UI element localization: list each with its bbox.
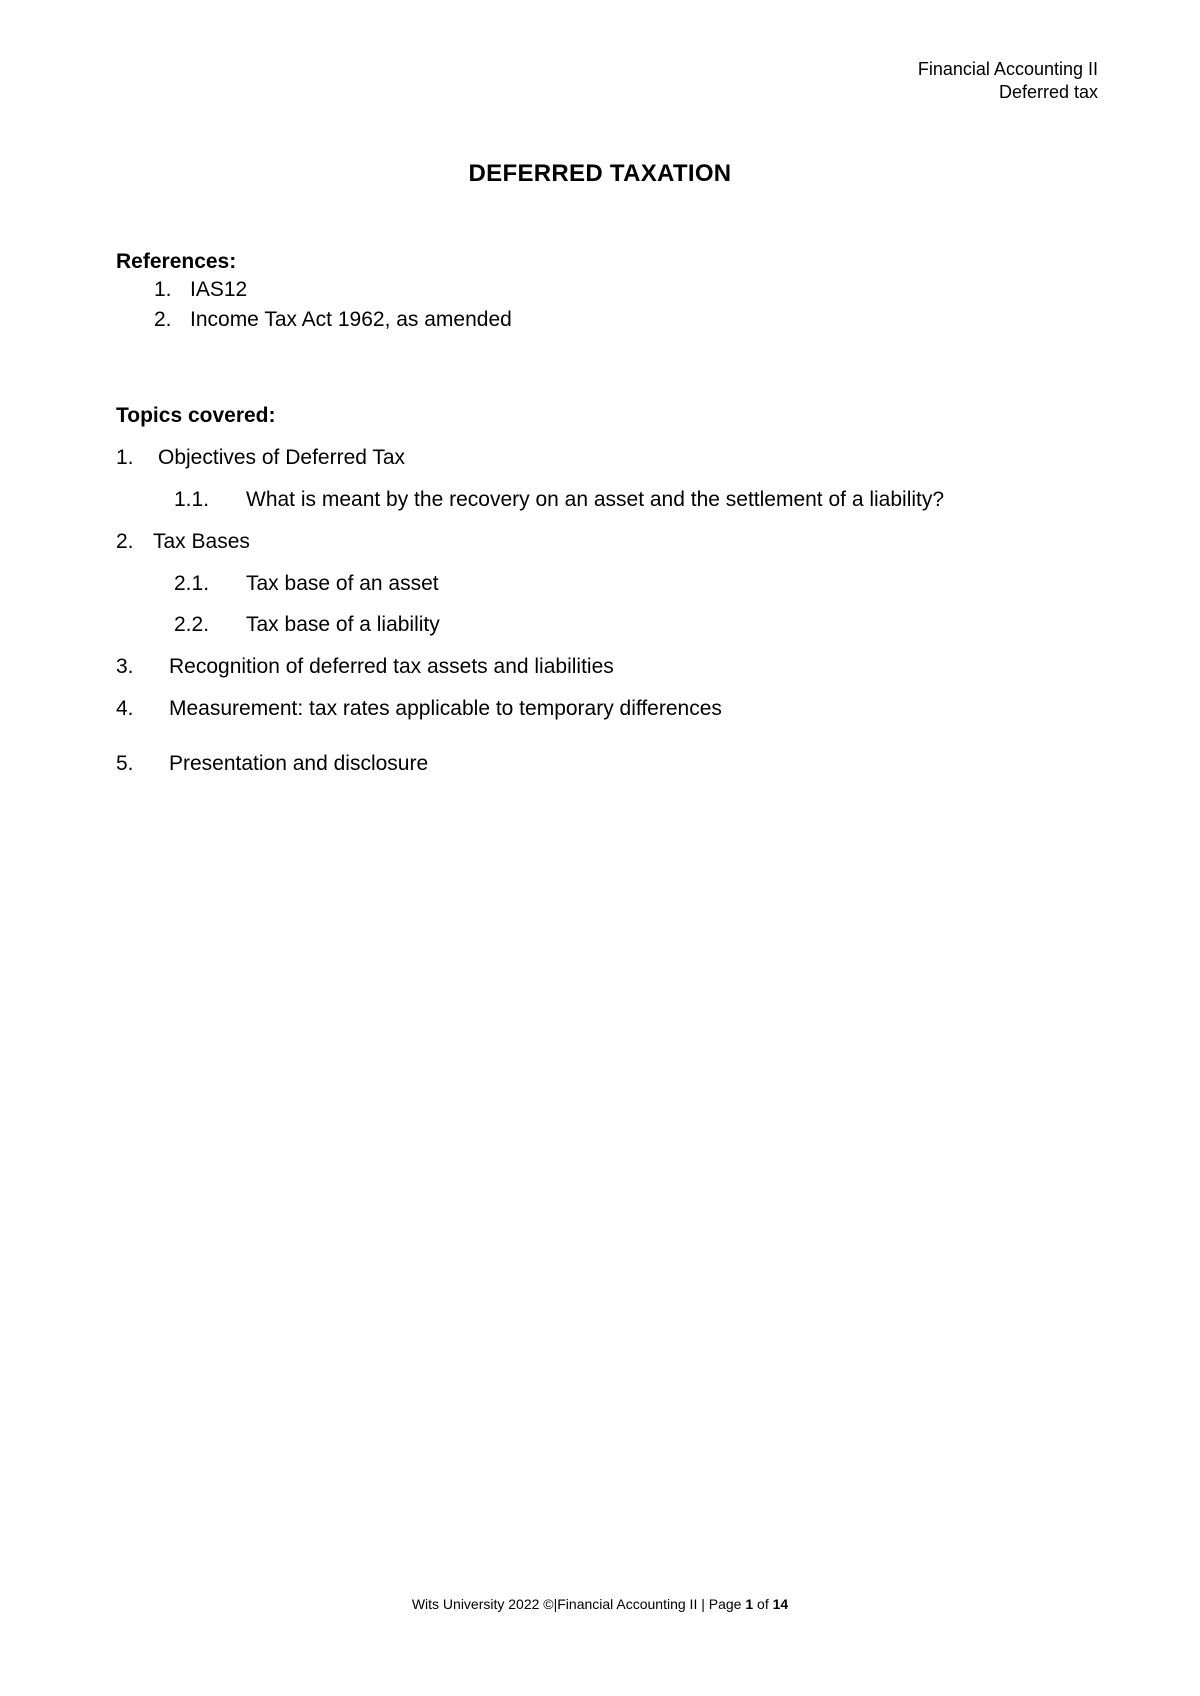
header-topic: Deferred tax (998, 82, 1098, 102)
topic-item-num: 3. (116, 655, 134, 678)
topic-item-text: Tax Bases (153, 530, 250, 553)
footer-prefix: Wits University 2022 ©|Financial Accounting II | Page (411, 1596, 746, 1612)
topic-subitem-num: 2.1. (174, 572, 210, 595)
topics-heading: Topics covered: (116, 404, 276, 427)
reference-item-1-text: IAS12 (190, 278, 248, 301)
footer-of: of (753, 1596, 773, 1612)
topic-item-text: Objectives of Deferred Tax (158, 446, 406, 469)
topic-subitem-num: 1.1. (174, 488, 210, 511)
header-course: Financial Accounting II (917, 59, 1098, 79)
topic-item-num: 4. (116, 697, 134, 720)
footer-page-number: 1 (745, 1596, 754, 1612)
topic-subitem-text: Tax base of an asset (246, 572, 439, 595)
topic-item-num: 5. (116, 752, 134, 775)
topic-item-text: Presentation and disclosure (169, 752, 429, 775)
topic-subitem-text: What is meant by the recovery on an asset and the settlement of a liability? (246, 488, 945, 511)
topic-subitem-text: Tax base of a liability (246, 613, 440, 636)
reference-item-2-num: 2. (154, 308, 172, 331)
page-footer (0, 1596, 1200, 1612)
footer-page-total: 14 (772, 1596, 789, 1612)
topic-subitem-num: 2.2. (174, 613, 210, 636)
topic-item-num: 1. (116, 446, 134, 469)
references-heading: References: (116, 250, 237, 273)
reference-item-2-text: Income Tax Act 1962, as amended (190, 308, 512, 331)
topic-item-text: Recognition of deferred tax assets and liabilities (169, 655, 614, 678)
document-title: DEFERRED TAXATION (468, 160, 732, 187)
running-header (918, 58, 1098, 104)
reference-item-1-num: 1. (154, 278, 172, 301)
topic-item-num: 2. (116, 530, 134, 553)
topic-item-text: Measurement: tax rates applicable to temporary differences (169, 697, 722, 720)
